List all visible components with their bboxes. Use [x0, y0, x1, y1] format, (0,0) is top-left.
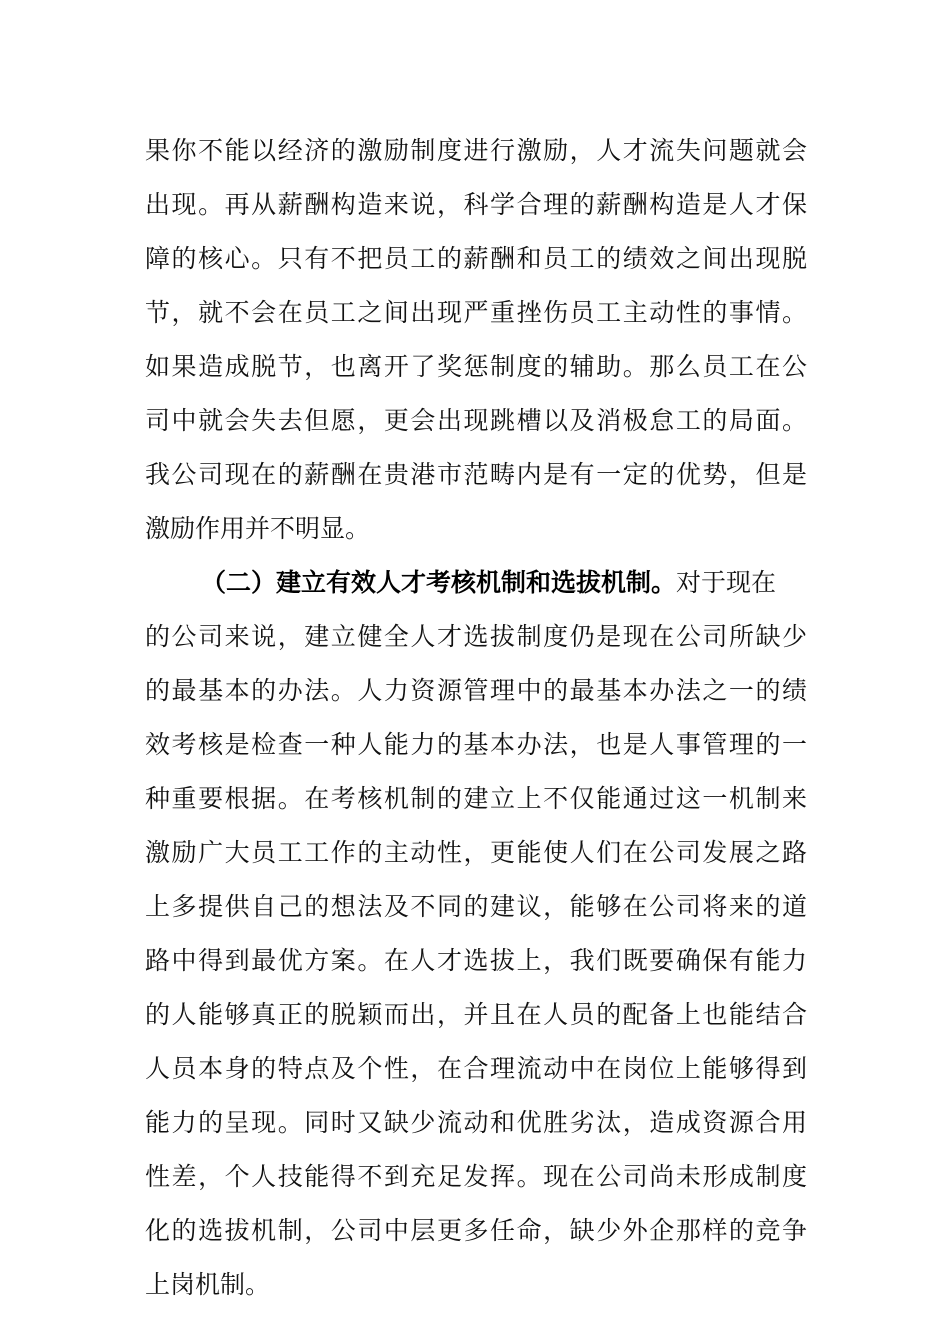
paragraph-1-line: 节，就不会在员工之间出现严重挫伤员工主动性的事情。	[145, 298, 807, 327]
paragraph-2-line: 的人能够真正的脱颖而出，并且在人员的配备上也能结合	[145, 1000, 807, 1029]
paragraph-2-line: 效考核是检查一种人能力的基本办法，也是人事管理的一	[145, 730, 807, 759]
paragraph-2-line: 上岗机制。	[145, 1270, 271, 1299]
section-heading: （二）建立有效人才考核机制和选拔机制。	[201, 568, 677, 597]
paragraph-2-line: 的最基本的办法。人力资源管理中的最基本办法之一的绩	[145, 676, 807, 705]
paragraph-1-line: 激励作用并不明显。	[145, 514, 371, 543]
paragraph-2-first-line	[145, 556, 807, 610]
paragraph-2-line: 的公司来说，建立健全人才选拔制度仍是现在公司所缺少	[145, 622, 807, 651]
paragraph-2-line: 人员本身的特点及个性，在合理流动中在岗位上能够得到	[145, 1054, 807, 1083]
paragraph-2-line: 能力的呈现。同时又缺少流动和优胜劣汰，造成资源合用	[145, 1108, 807, 1137]
paragraph-2-line: 路中得到最优方案。在人才选拔上，我们既要确保有能力	[145, 946, 807, 975]
paragraph-1	[145, 124, 807, 556]
paragraph-2	[145, 556, 807, 1312]
paragraph-2-line: 种重要根据。在考核机制的建立上不仅能通过这一机制来	[145, 784, 807, 813]
paragraph-1-line: 我公司现在的薪酬在贵港市范畴内是有一定的优势，但是	[145, 460, 807, 489]
paragraph-2-line: 性差，个人技能得不到充足发挥。现在公司尚未形成制度	[145, 1162, 807, 1191]
paragraph-1-line: 果你不能以经济的激励制度进行激励，人才流失问题就会	[145, 136, 807, 165]
paragraph-1-line: 司中就会失去但愿，更会出现跳槽以及消极怠工的局面。	[145, 406, 807, 435]
paragraph-2-line: 上多提供自己的想法及不同的建议，能够在公司将来的道	[145, 892, 807, 921]
paragraph-2-first-line-text: 对于现在	[676, 568, 777, 597]
paragraph-2-line: 化的选拔机制，公司中层更多任命，缺少外企那样的竞争	[145, 1216, 807, 1245]
paragraph-1-line: 如果造成脱节，也离开了奖惩制度的辅助。那么员工在公	[145, 352, 807, 381]
paragraph-1-line: 出现。再从薪酬构造来说，科学合理的薪酬构造是人才保	[145, 190, 807, 219]
paragraph-1-line: 障的核心。只有不把员工的薪酬和员工的绩效之间出现脱	[145, 244, 807, 273]
paragraph-2-line: 激励广大员工工作的主动性，更能使人们在公司发展之路	[145, 838, 807, 867]
